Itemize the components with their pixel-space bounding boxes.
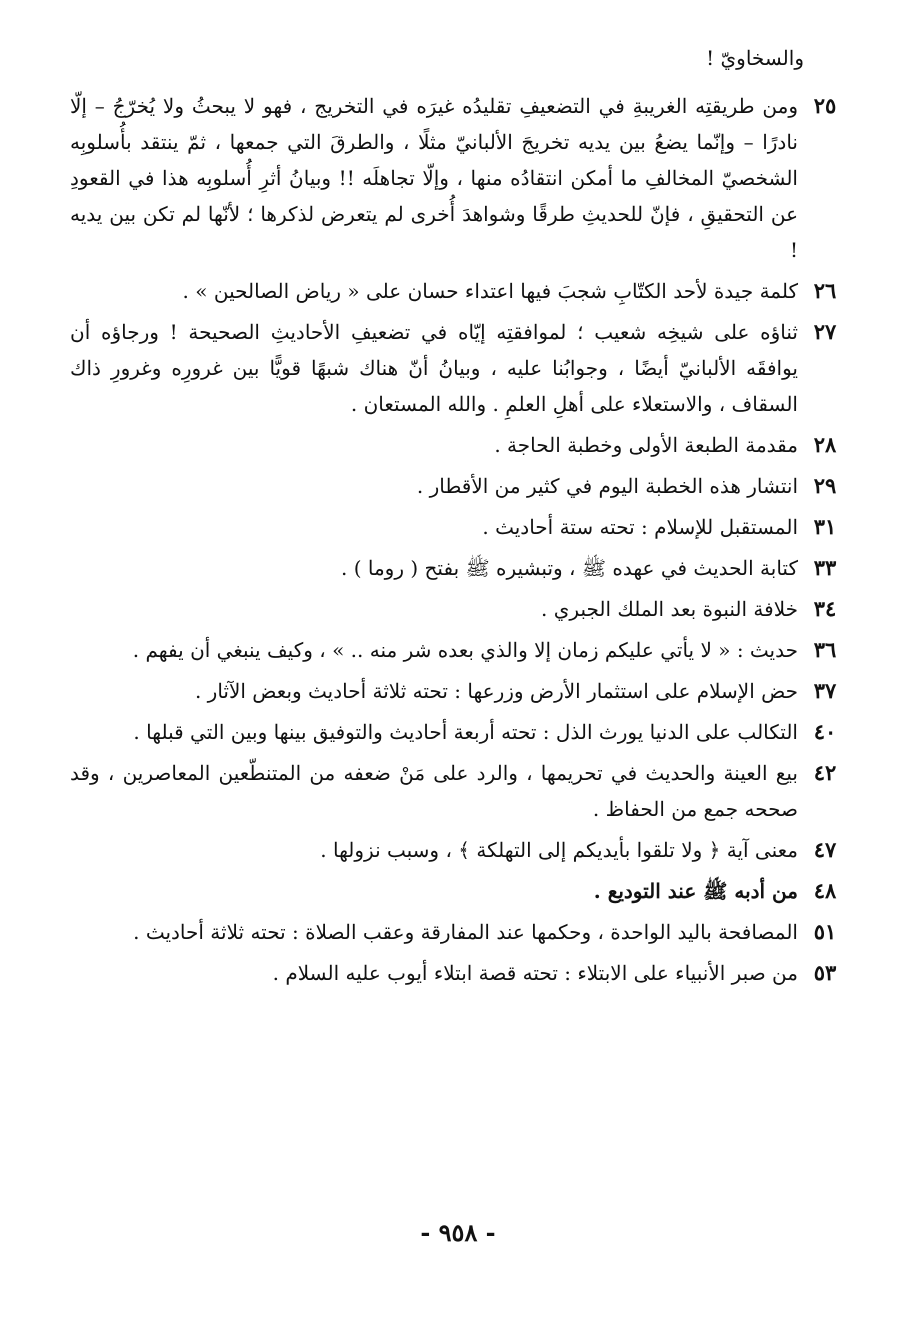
- entry-text: خلافة النبوة بعد الملك الجبري .: [541, 597, 798, 621]
- entry-text: المصافحة باليد الواحدة ، وحكمها عند المفارقة وعقب الصلاة : تحته ثلاثة أحاديث .: [133, 920, 798, 944]
- entry-text: من أدبه ﷺ عند التوديع .: [593, 879, 798, 903]
- index-entry: [70, 632, 846, 668]
- entry-page-number: ٢٩: [813, 473, 837, 498]
- entry-text: المستقبل للإسلام : تحته ستة أحاديث .: [482, 515, 798, 539]
- index-entries: [70, 88, 846, 991]
- index-entry: [70, 955, 846, 991]
- index-entry: [70, 550, 846, 586]
- entry-page-number: ٤٠: [813, 719, 837, 744]
- entry-text: انتشار هذه الخطبة اليوم في كثير من الأقطار .: [416, 474, 798, 498]
- index-entry: [70, 314, 846, 422]
- entry-text: حديث : « لا يأتي عليكم زمان إلا والذي بعده شر منه .. » ، وكيف ينبغي أن يفهم .: [132, 638, 798, 662]
- entry-page-number: ٥١: [813, 919, 837, 944]
- entry-page-number: ٣٦: [813, 637, 837, 662]
- entry-page-number: ٣٤: [813, 596, 837, 621]
- index-entry: [70, 509, 846, 545]
- entry-page-number: ٤٨: [813, 878, 837, 903]
- continuation-line: والسخاويّ !: [706, 46, 804, 70]
- entry-page-number: ٢٦: [813, 278, 837, 303]
- entry-page-number: ٢٨: [813, 432, 837, 457]
- index-entry: [70, 427, 846, 463]
- entry-text: كتابة الحديث في عهده ﷺ ، وتبشيره ﷺ بفتح ( روما ) .: [341, 556, 798, 580]
- entry-text: ومن طريقتِه الغريبةِ في التضعيفِ تقليدُه غيرَه في التخريج ، فهو لا يبحثُ ولا يُخرّجُ – إلّا نادرًا – وإنّما يضعُ بين يديه تخريجَ الألبانيّ مثلًا ، والطرقَ التي جمعها ، ثمّ ينتقد بأُسلوبِه الشخصيّ المخالفِ ما أمكن انتقادُه منها ، وإلّا تجاهلَه !! وبيانُ أثرِ أُسلوبِه هذا في القعودِ عن التحقيقِ ، فإنّ للحديثِ طرقًا وشواهدَ أُخرى لم يتعرض لذكرها ؛ لأنّها لم تكن بين يديه !: [70, 94, 798, 262]
- index-entry: [70, 755, 846, 827]
- index-entry: [70, 914, 846, 950]
- entry-text: من صبر الأنبياء على الابتلاء : تحته قصة ابتلاء أيوب عليه السلام .: [272, 961, 798, 985]
- entry-page-number: ٤٧: [813, 837, 837, 862]
- index-entry: [70, 273, 846, 309]
- entry-page-number: ٣٧: [813, 678, 837, 703]
- index-entry: [70, 714, 846, 750]
- entry-page-number: ٤٢: [813, 760, 837, 785]
- entry-page-number: ٣٣: [813, 555, 837, 580]
- entry-page-number: ٢٧: [813, 319, 837, 344]
- index-entry: [70, 673, 846, 709]
- page-number-footer: - ٩٥٨ -: [420, 1218, 496, 1247]
- index-entry: [70, 88, 846, 268]
- entry-text: التكالب على الدنيا يورث الذل : تحته أربعة أحاديث والتوفيق بينها وبين التي قبلها .: [133, 720, 798, 744]
- entry-text: كلمة جيدة لأحد الكتّابِ شجبَ فيها اعتداء حسان على « رياض الصالحين » .: [182, 279, 798, 303]
- entry-text: معنى آية ﴿ ولا تلقوا بأيديكم إلى التهلكة ﴾ ، وسبب نزولها .: [320, 838, 798, 862]
- index-entry: [70, 468, 846, 504]
- index-entry: [70, 873, 846, 909]
- entry-page-number: ٢٥: [813, 93, 837, 118]
- index-entry: [70, 832, 846, 868]
- entry-text: بيع العينة والحديث في تحريمها ، والرد على مَنْ ضعفه من المتنطّعين المعاصرين ، وقد صححه جمع من الحفاظ .: [70, 761, 798, 821]
- entry-text: ثناؤه على شيخِه شعيب ؛ لموافقتِه إيّاه في تضعيفِ الأحاديثِ الصحيحة ! ورجاؤه أن يوافقَه الألبانيّ أيضًا ، وجوابُنا عليه ، وبيانُ أنّ هناك شبهًا قويًّا بين غرورِه وغرورِ ذاك السقاف ، والاستعلاء على أهلِ العلمِ . والله المستعان .: [70, 320, 798, 416]
- index-entry: [70, 591, 846, 627]
- entry-text: حض الإسلام على استثمار الأرض وزرعها : تحته ثلاثة أحاديث وبعض الآثار .: [194, 679, 798, 703]
- entry-page-number: ٣١: [813, 514, 837, 539]
- entry-page-number: ٥٣: [813, 960, 837, 985]
- entry-text: مقدمة الطبعة الأولى وخطبة الحاجة .: [494, 433, 798, 457]
